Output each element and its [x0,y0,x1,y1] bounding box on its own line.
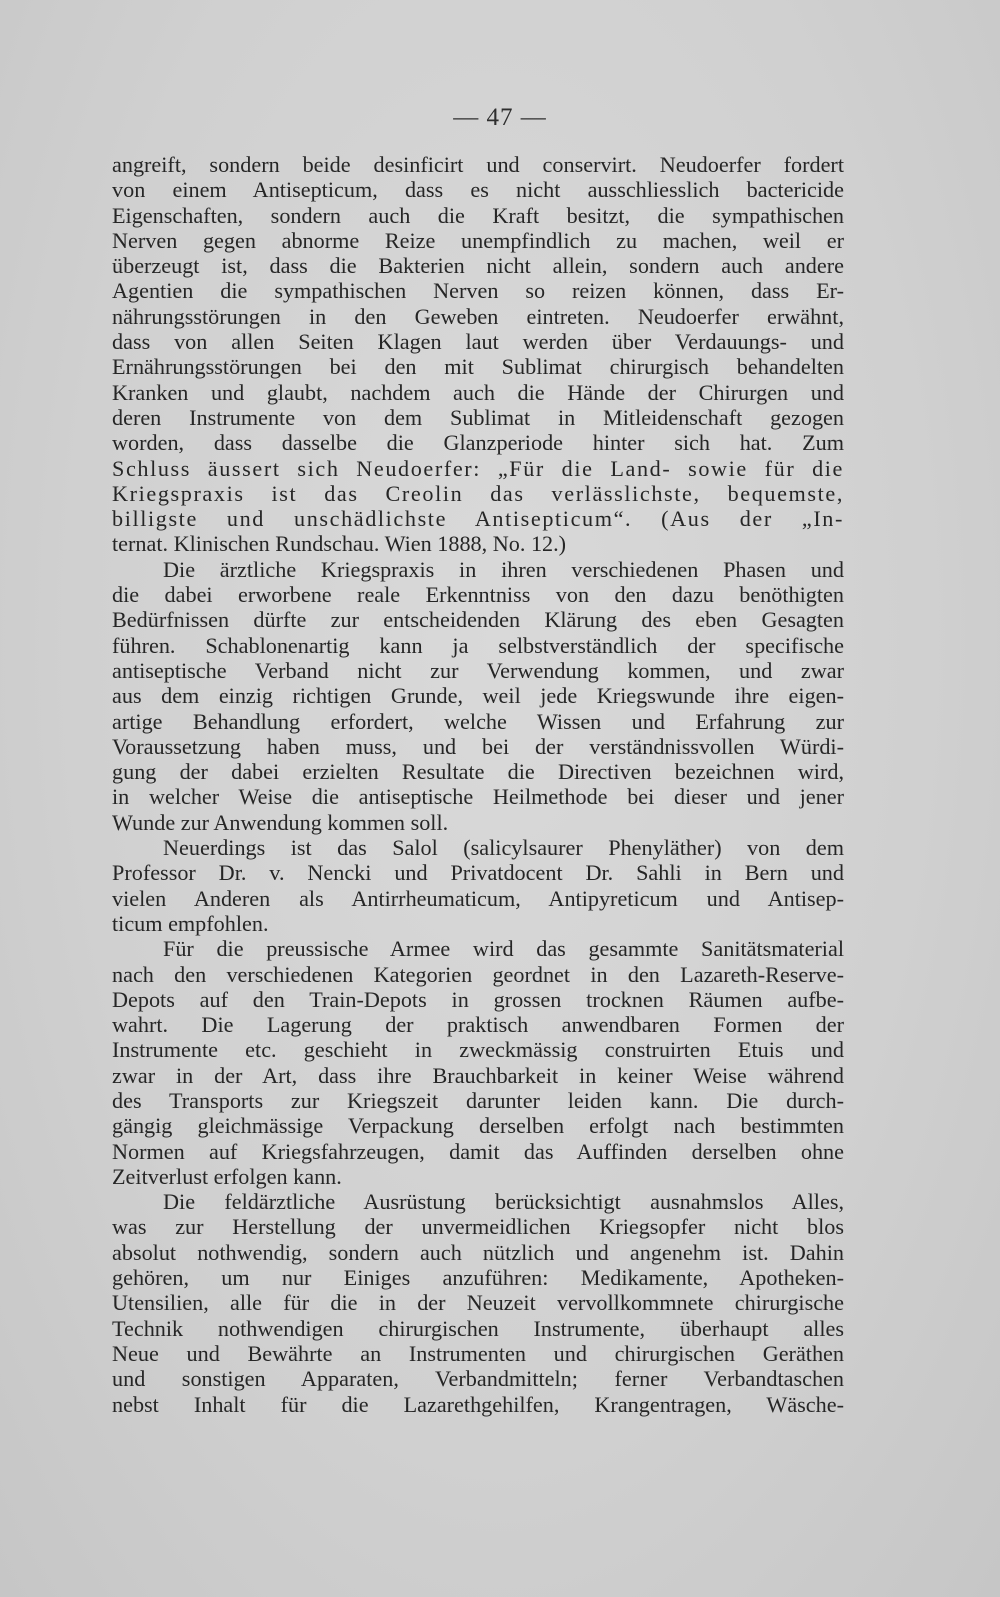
text-line: gängig gleichmässige Verpackung derselben erfolgt nach bestimmten [112,1113,844,1139]
text-line: in welcher Weise die antiseptische Heilmethode bei dieser und jener [112,784,844,810]
text-line: Kranken und glaubt, nachdem auch die Hände der Chirurgen und [112,379,844,405]
text-line: Neuerdings ist das Salol (salicylsaurer Phenyläther) von dem [163,835,844,861]
text-line: die dabei erworbene reale Erkenntniss von den dazu benöthigten [112,582,844,608]
text-line: ternat. Klinischen Rundschau. Wien 1888, No. 12.) [112,531,567,557]
text-line: aus dem einzig richtigen Grunde, weil jede Kriegswunde ihre eigen- [112,683,844,709]
text-line: Eigenschaften, sondern auch die Kraft besitzt, die sympathischen [112,202,844,228]
text-line: billigste und unschädlichste Antisepticum“. (Aus der „In- [112,506,844,532]
page-number: — 47 — [453,104,547,131]
text-line: Für die preussische Armee wird das gesammte Sanitätsmaterial [163,936,844,962]
text-line: Die feldärztliche Ausrüstung berücksichtigt ausnahmslos Alles, [163,1189,844,1215]
text-line: gung der dabei erzielten Resultate die Directiven bezeichnen wird, [112,759,844,785]
body-text [112,152,844,1417]
text-line: von einem Antisepticum, dass es nicht ausschliesslich bactericide [112,177,844,203]
text-line: überzeugt ist, dass die Bakterien nicht allein, sondern auch andere [112,253,844,279]
text-line: vielen Anderen als Antirrheumaticum, Antipyreticum und Antisep- [112,885,844,911]
text-line: deren Instrumente von dem Sublimat in Mitleidenschaft gezogen [112,404,844,430]
text-line: gehören, um nur Einiges anzuführen: Medikamente, Apotheken- [112,1265,844,1291]
text-line: Neue und Bewährte an Instrumenten und chirurgischen Geräthen [112,1340,844,1366]
text-line: zwar in der Art, dass ihre Brauchbarkeit in keiner Weise während [112,1062,844,1088]
text-line: Zeitverlust erfolgen kann. [112,1163,342,1189]
text-line: angreift, sondern beide desinficirt und conservirt. Neudoerfer fordert [112,152,844,177]
text-line: Wunde zur Anwendung kommen soll. [112,809,449,835]
text-line: Depots auf den Train-Depots in grossen trocknen Räumen aufbe- [112,986,844,1012]
text-line: nährungsstörungen in den Geweben eintreten. Neudoerfer erwähnt, [112,303,844,329]
text-line: antiseptische Verband nicht zur Verwendung kommen, und zwar [112,657,844,683]
text-line: Voraussetzung haben muss, und bei der verständnissvollen Würdi- [112,733,844,759]
text-line: Technik nothwendigen chirurgischen Instrumente, überhaupt alles [112,1315,844,1341]
text-line: wahrt. Die Lagerung der praktisch anwendbaren Formen der [112,1012,844,1038]
text-line: worden, dass dasselbe die Glanzperiode hinter sich hat. Zum [112,430,844,456]
text-line: Agentien die sympathischen Nerven so reizen können, dass Er- [112,278,844,304]
text-line: ticum empfohlen. [112,910,269,936]
text-line: Normen auf Kriegsfahrzeugen, damit das Auffinden derselben ohne [112,1138,844,1164]
text-line: Kriegspraxis ist das Creolin das verlässlichste, bequemste, [112,480,844,506]
text-line: Die ärztliche Kriegspraxis in ihren verschiedenen Phasen und [163,556,844,582]
text-line: was zur Herstellung der unvermeidlichen Kriegsopfer nicht blos [112,1214,844,1240]
text-line: Nerven gegen abnorme Reize unempfindlich zu machen, weil er [112,227,844,253]
text-line: nach den verschiedenen Kategorien geordnet in den Lazareth-Reserve- [112,961,844,987]
text-line: nebst Inhalt für die Lazarethgehilfen, Krangentragen, Wäsche- [112,1391,844,1417]
text-line: Ernährungsstörungen bei den mit Sublimat chirurgisch behandelten [112,354,844,380]
text-line: absolut nothwendig, sondern auch nützlich und angenehm ist. Dahin [112,1239,844,1265]
text-line: des Transports zur Kriegszeit darunter leiden kann. Die durch- [112,1087,844,1113]
text-line: artige Behandlung erfordert, welche Wissen und Erfahrung zur [112,708,844,734]
text-line: Instrumente etc. geschieht in zweckmässig construirten Etuis und [112,1037,844,1063]
text-line: Bedürfnissen dürfte zur entscheidenden Klärung des eben Gesagten [112,607,844,633]
text-line: Professor Dr. v. Nencki und Privatdocent Dr. Sahli in Bern und [112,860,844,886]
text-line: führen. Schablonenartig kann ja selbstverständlich der specifische [112,632,844,658]
text-line: Utensilien, alle für die in der Neuzeit vervollkommnete chirurgische [112,1290,844,1316]
text-line: und sonstigen Apparaten, Verbandmitteln; ferner Verbandtaschen [112,1366,844,1392]
text-line: Schluss äussert sich Neudoerfer: „Für die Land- sowie für die [112,455,844,481]
text-line: dass von allen Seiten Klagen laut werden über Verdauungs- und [112,329,844,355]
